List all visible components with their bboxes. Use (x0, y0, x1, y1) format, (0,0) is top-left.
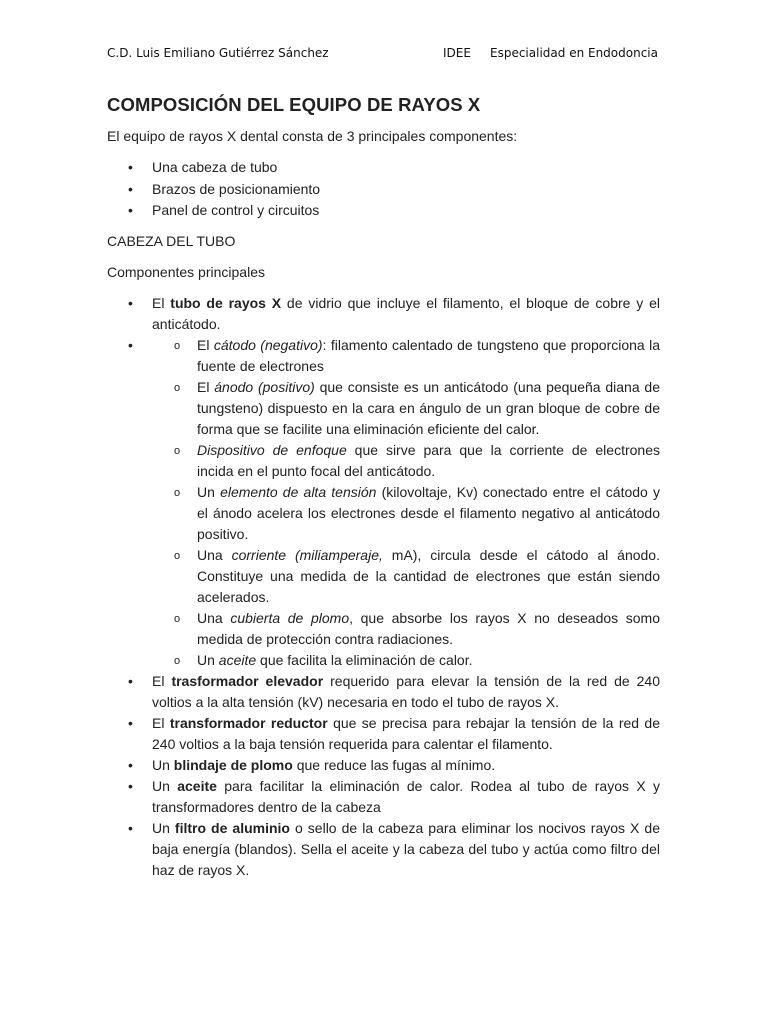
item-prefix: Un (152, 757, 174, 774)
item-term: elemento de alta tensión (220, 484, 377, 501)
item-term: corriente (miliamperaje, (231, 547, 383, 564)
sub-list-item (152, 650, 660, 671)
sub-list-item (152, 377, 660, 440)
item-term: aceite (177, 778, 217, 795)
item-text: para facilitar la eliminación de calor. Rodea al tubo de rayos X y transformadores dentro de la cabeza (152, 778, 660, 816)
item-text: mA), circula desde el cátodo al ánodo. Constituye una medida de la cantidad de electrones que están siendo acelerados. (197, 547, 660, 606)
item-prefix: El (152, 715, 170, 732)
item-text: que reduce las fugas al mínimo. (292, 757, 496, 774)
item-text: de vidrio que incluye el filamento, el bloque de cobre y el anticátodo. (152, 295, 660, 333)
item-prefix: El (152, 295, 171, 312)
item-text: que facilita la eliminación de calor. (256, 652, 473, 669)
item-prefix: El (197, 379, 215, 396)
item-text: , que absorbe los rayos X no deseados somo medida de protección contra radiaciones. (197, 610, 661, 648)
list-item: • Brazos de posicionamiento (107, 179, 660, 200)
item-term: blindaje de plomo (173, 757, 293, 774)
list-item-tube (107, 293, 660, 335)
components-list (107, 293, 660, 881)
item-prefix: Un (197, 484, 221, 501)
header-author: C.D. Luis Emiliano Gutiérrez Sánchez (107, 46, 329, 60)
item-term: aceite (218, 652, 257, 669)
sub-list-item (152, 482, 660, 545)
item-term: cubierta de plomo (230, 610, 350, 627)
item-text: requerido para elevar la tensión de la red de 240 voltios a la alta tensión (kV) necesaria en todo el tubo de rayos X. (152, 673, 661, 711)
list-item (107, 755, 660, 776)
list-item: • Una cabeza de tubo (107, 157, 660, 178)
item-prefix: El (197, 337, 214, 354)
item-prefix: Un (152, 778, 178, 795)
sub-list-item (152, 545, 660, 608)
item-prefix: El (152, 673, 172, 690)
item-prefix: Una (197, 547, 232, 564)
sub-list-item (152, 608, 660, 650)
tube-sublist-container (107, 335, 660, 671)
item-term: transformador reductor (169, 715, 328, 732)
item-prefix: Un (197, 652, 219, 669)
main-components-list (107, 157, 660, 221)
document-title: COMPOSICIÓN DEL EQUIPO DE RAYOS X (107, 94, 481, 115)
item-text: : filamento calentado de tungsteno que proporciona la fuente de electrones (197, 337, 660, 375)
section-heading: CABEZA DEL TUBO (107, 233, 236, 250)
item-text: que sirve para que la corriente de electrones incida en el punto focal del anticátodo. (197, 442, 660, 480)
list-item (107, 713, 660, 755)
header-specialty: Especialidad en Endodoncia (490, 46, 658, 60)
list-item (107, 818, 660, 881)
sub-list-item (152, 335, 660, 377)
sub-list-item (152, 440, 660, 482)
list-item: • Panel de control y circuitos (107, 200, 660, 221)
intro-paragraph: El equipo de rayos X dental consta de 3 principales componentes: (107, 128, 518, 144)
item-prefix: Un (152, 820, 175, 837)
item-term: trasformador elevador (171, 673, 324, 690)
item-text: o sello de la cabeza para eliminar los nocivos rayos X de baja energía (blandos). Sella el aceite y la cabeza del tubo y actúa como filtro del haz de rayos X. (152, 820, 660, 879)
header-org: IDEE (443, 46, 471, 60)
item-prefix: Una (197, 610, 231, 627)
item-term: Dispositivo de enfoque (197, 442, 347, 459)
list-item (107, 671, 660, 713)
list-item (107, 776, 660, 818)
item-term: filtro de aluminio (174, 820, 290, 837)
item-text: que se precisa para rebajar la tensión de la red de 240 voltios a la baja tensión requerida para calentar el filamento. (152, 715, 661, 753)
item-term: tubo de rayos X (170, 295, 282, 312)
subsection-heading: Componentes principales (107, 264, 265, 281)
item-term: ánodo (positivo) (214, 379, 315, 396)
tube-sublist (152, 335, 660, 671)
item-text: (kilovoltaje, Kv) conectado entre el cátodo y el ánodo acelera los electrones desde el filamento negativo al anticátodo positivo. (197, 484, 660, 543)
document-body (107, 93, 660, 881)
item-term: cátodo (negativo) (213, 337, 323, 354)
item-text: que consiste es un anticátodo (una pequeña diana de tungsteno) dispuesto en la cara en ángulo de un gran bloque de cobre de forma que se facilite una eliminación eficiente del calor. (197, 379, 660, 438)
